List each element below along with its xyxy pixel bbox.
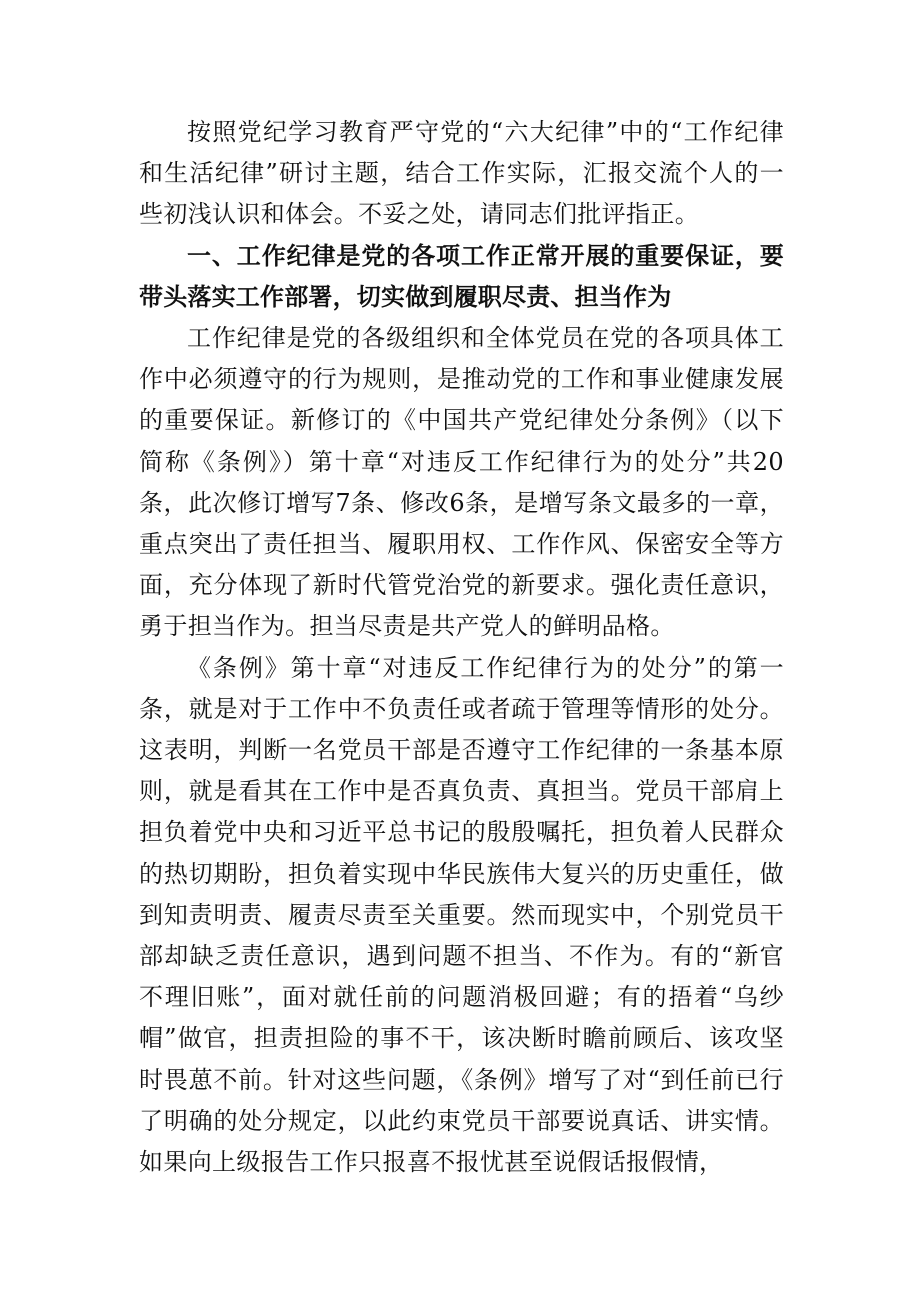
document-body (139, 112, 784, 1183)
section-heading-1: 一、工作纪律是党的各项工作正常开展的重要保证，要带头落实工作部署，切实做到履职尽责、担当作为 (139, 241, 784, 311)
body-paragraph: 工作纪律是党的各级组织和全体党员在党的各项具体工作中必须遵守的行为规则，是推动党的工作和事业健康发展的重要保证。新修订的《中国共产党纪律处分条例》（以下简称《条例》）第十章“对违反工作纪律行为的处分”共20条，此次修订增写7条、修改6条，是增写条文最多的一章，重点突出了责任担当、履职用权、工作作风、保密安全等方面，充分体现了新时代管党治党的新要求。强化责任意识，勇于担当作为。担当尽责是共产党人的鲜明品格。 (139, 324, 784, 641)
body-paragraph: 《条例》第十章“对违反工作纪律行为的处分”的第一条，就是对于工作中不负责任或者疏于管理等情形的处分。这表明，判断一名党员干部是否遵守工作纪律的一条基本原则，就是看其在工作中是否真负责、真担当。党员干部肩上担负着党中央和习近平总书记的殷殷嘱托，担负着人民群众的热切期盼，担负着实现中华民族伟大复兴的历史重任，做到知责明责、履责尽责至关重要。然而现实中，个别党员干部却缺乏责任意识，遇到问题不担当、不作为。有的“新官不理旧账”，面对就任前的问题消极回避；有的捂着“乌纱帽”做官，担责担险的事不干，该决断时瞻前顾后、该攻坚时畏葸不前。针对这些问题，《条例》增写了对“到任前已行了明确的处分规定，以此约束党员干部要说真话、讲实情。如果向上级报告工作只报喜不报忧甚至说假话报假情， (139, 653, 784, 1177)
intro-paragraph: 按照党纪学习教育严守党的“六大纪律”中的“工作纪律和生活纪律”研讨主题，结合工作实际，汇报交流个人的一些初浅认识和体会。不妥之处，请同志们批评指正。 (139, 118, 784, 229)
